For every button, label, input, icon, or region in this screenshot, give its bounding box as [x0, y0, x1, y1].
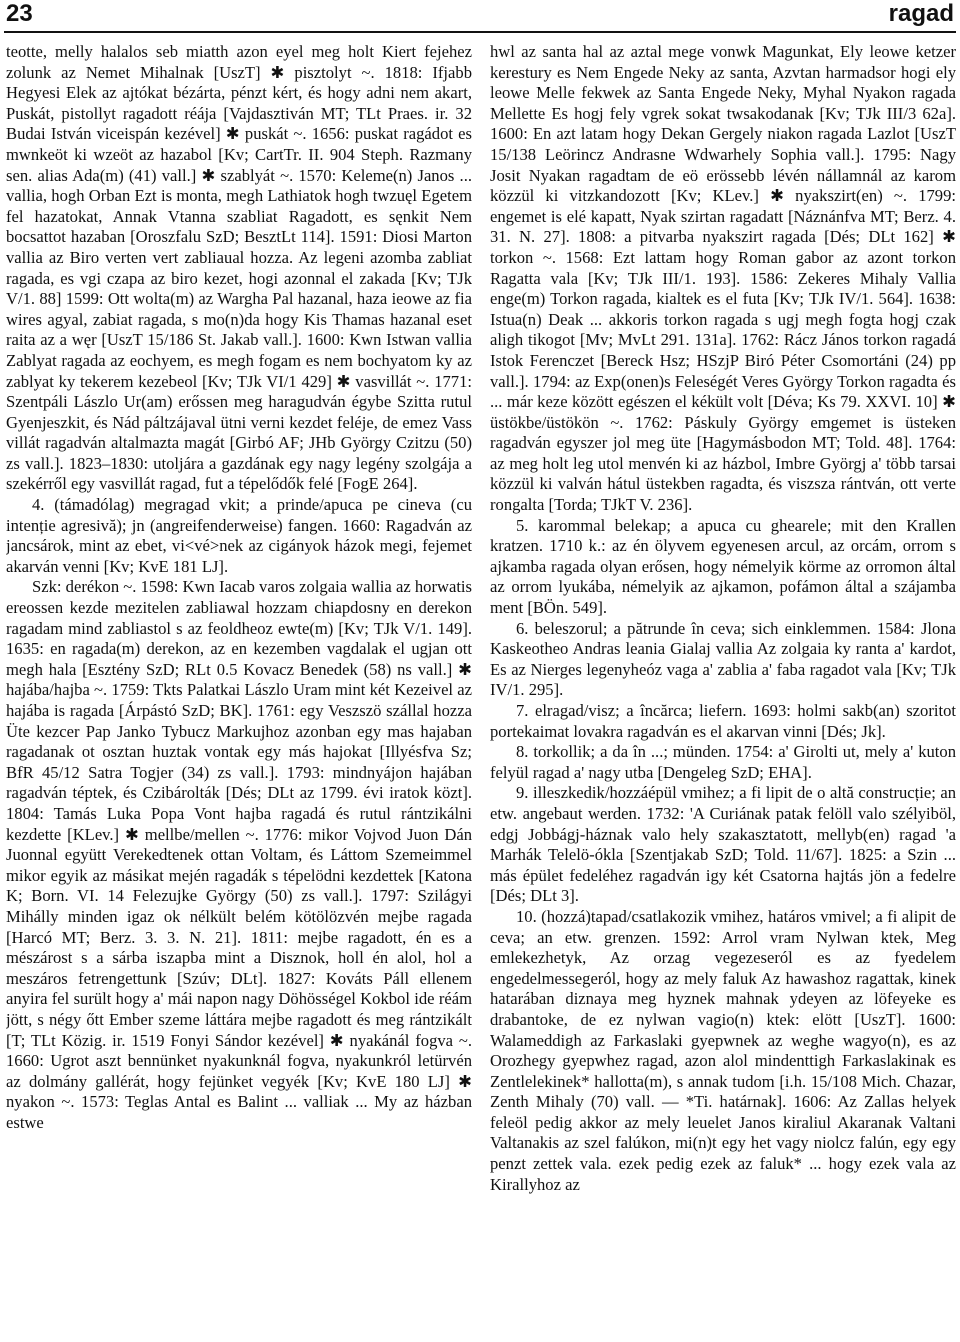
left-column — [6, 42, 472, 1338]
page-header — [0, 0, 960, 34]
header-rule — [4, 31, 956, 33]
right-column — [490, 42, 956, 1338]
right-paragraph-6: 9. illeszkedik/hozzáépül vmihez; a fi lipit de o altă construcție; an etw. angebaut werden. 1732: 'A Curiának patak felöll valo szélyiböl, edgj Jobbágj-háznak valo hely szakasztatott, mellyb(en) ragad 'a Marhák Telelö-ókla [Szentjakab SzD; Told. 11/67]. 1825: a Szin ... más épület fedeléhez ragadván igy két Csatorna hajtás jön a fedelre [Dés; DLt 3]. — [490, 783, 956, 906]
page-number: 23 — [6, 0, 33, 27]
right-paragraph-2: 5. karommal belekap; a apuca cu ghearele; mit den Krallen kratzen. 1710 k.: az én ölyvem egyenesen arcul, az orcám, orrom s ajkamba ragada olyan erősen, hogy némelyik körme az orromon által az orrom lyukába, némelyik az ajkamon, pofámon által a szájamba ment [BÖn. 549]. — [490, 515, 956, 618]
right-paragraph-3: 6. beleszorul; a pătrunde în ceva; sich einklemmen. 1584: Jlona Kaskeotheo Andras leania Gialaj vallia Az zolgaia ky ranta a' kardot, Es az Nierges legenyheóz vaga a' zablia a' faba ragadot vala [Kv; TJk IV/1. 295]. — [490, 618, 956, 700]
left-paragraph-2: 4. (támadólag) megragad vkit; a prinde/apuca pe cineva (cu intenție agresivă); jn (angreifenderweise) fangen. 1660: Ragadván az jancsárok, mint az ebet, vi<vé>nek az cigányok házok megi, fejemet akarván venni [Kv; KvE 181 LJ]. — [6, 495, 472, 576]
running-head-word: ragad — [888, 0, 954, 27]
left-paragraph-1: teotte, melly halalos seb miatth azon eyel meg holt Kiert fejehez zolunk az Nemet Mihalnak [UszT] ✱ pisztolyt ~. 1818: Ifjabb Hegyesi Elek az ajtókat bézárta, pénzt kért, és hogy adni nem akart, Puskát, pistollyt ragadott réája [Vajdasztiván MT; TLt Praes. ir. 32 Budai István viceispán kezével] ✱ puskát ~. 1656: puskat ragádot es mwnkeöt ki wzeöt az hazabol [Kv; CartTr. II. 904 Steph. Razmany sen. alias Ada(m) (41) vall.] ✱ szablyát ~. 1570: Keleme(n) Janos ... vallia, hogh Orban Ezt is monta, megh Lathiatok hogh twzuęl Egetem fel hazatokat, Annak Vtanna szabliat Ragadott, es sęnkit Nem bocsattot hazaban [Oroszfalu SzD; BesztLt 114]. 1591: Diosi Marton vallia az Biro verten vert zabliaual hozza. Az legeni azomba zabliat ragada, es vgi czapa az biro kezet, hogi azonnal el zakada [Kv; TJk V/1. 88] 1599: Ott wolta(m) az Wargha Pal hazanal, haza ieowe az fia wires agyal, zabiat ragada, s mo(n)da hogy Kis Thamas hazanal eset raita az a węr [UszT 15/186 St. Jakab vall.]. 1600: Kwn Istwan vallia Zablyat ragada az eochyem, es megh fogam es nem bochyatom ky az zablyat ky tekerem kezebeol [Kv; TJk VI/1 429] ✱ vasvillát ~. 1771: Szentpáli Lászlo Ur(am) erőssen meg haragudván égybe Szitta rutul Gyenjeszkit, és Nád páltzájaval ütni verni kezdet feléje, de emez Vass villát ragadván altalmazta magát [Girbó AF; JHb György Czitzu (50) zs vall.]. 1823–1830: utoljára a gazdának egy nagy legény szolgája a szekérről egy vasvillát ragad, fut a tépelődők felé [FogE 264]. — [6, 42, 472, 494]
right-paragraph-4: 7. elragad/visz; a încărca; liefern. 1693: holmi sakb(an) szoritot portekaimat lovakra ragadván es el akarvan vinni [Dés; Jk]. — [490, 701, 956, 741]
right-paragraph-5: 8. torkollik; a da în ...; münden. 1754: a' Girolti ut, mely a' kuton felyül ragad a' nagy utba [Dengeleg SzD; EHA]. — [490, 742, 956, 782]
left-paragraph-3: Szk: derékon ~. 1598: Kwn Iacab varos zolgaia wallia az horwatis ereossen kezde mezitelen zabliawal hozzam chiapdosny en derekon ragadam mind zabliastol s az feoldheoz ewte(m) [Kv; TJk V/1. 149]. 1635: en ragada(m) derekon, az en kezemben vagdalak el ugjan ott megh hala [Esztény SzD; RLt 0.5 Kovacz Benedek (58) ns vall.] ✱ hajába/hajba ~. 1759: Tkts Palatkai Lászlo Uram mint két Kezeivel az hajába is ragada [Árpástó SzD; BK]. 1761: egy Veszszö szállal hozza Üte kezcer Pap Janko Tybucz Markujhoz azonban egy mas hajaban ragadanak ot osztan huztak vontak egy más hajokat [Illyésfva Sz; BfR 45/12 Satra Togjer (34) zs vall.]. 1793: mindnyájon hajában ragadván téptek, és Czibárolták [Dés; DLt az 1799. évi iratok közt]. 1804: Tamás Luka Popa Vont hajba ragadá és rutul rántzikálni kezdette [KLev.] ✱ mellbe/mellen ~. 1776: mikor Vojvod Juon Dán Juonnal együtt Verekedtenek ottan Voltam, és Láttom Szemeimmel mikor egyik az másikat mején ragadák s tépelödni kezdettek [Katona K; Born. VI. 14 Felezujke György (50) zs vall.]. 1797: Szilágyi Mihálly minden igaz ok nélkült belém kötölözvén mejbe ragada [Harcó MT; Berz. 3. 3. N. 21]. 1811: mejbe ragadott, én es a mészárost s a sárba iszapba mint a Disznok, holl én alol, hol a meszáros fetrengettunk [Szúv; DLt]. 1827: Kováts Páll ellenem anyira fel surült hogy a' mái napon nagy Döhösségel Kokbol ide réám jött, s négy őtt Ember szeme láttára mejbe ragadott és meg rántzikált [T; TLt Közig. ir. 1519 Fonyi Sándor kezével] ✱ nyakánál fogva ~. 1660: Ugrot aszt bennünket nyakunknál fogva, nyakunkról letürvén az dolmány gallérát, hogy fejünket vegyék [Kv; KvE 180 LJ] ✱ nyakon ~. 1573: Teglas Antal es Balint ... valliak ... My az házban estwe — [6, 577, 472, 1132]
right-paragraph-1: hwl az santa hal az aztal mege vonwk Magunkat, Ely leowe ketzer kerestury es Nem Engede Neky az santa, Azvtan harmadsor hogi ely leowe Melle fekwek az Santa Engede Neky, Myhal Nyakon ragada Mellette Es hogj fely vgrek sokat twsakodanak [Kv; TJk III/3 62a]. 1600: En azt latam hogy Dekan Gergely niakon ragada Lazlot [UszT 15/138 Leörincz Andrasne Wdwarhely Sophia vall.]. 1795: Nagy Josit Nyakan ragadtam de eö erössebb lévén nállamnál az karom közzül ki vitzkandozott [Kv; KLev.] ✱ nyakszirt(en) ~. 1799: engemet is elé kapatt, Nyak szirtan ragadatt [Náznánfva MT; Berz. 4. 31. N. 27]. 1808: a pitvarba nyakszirt ragada [Dés; DLt 162] ✱ torkon ~. 1568: Ezt lattam hogy Roman gabor az azont torkon Ragatta vala [Kv; TJk III/1. 193]. 1586: Zekeres Mihaly Vallia enge(m) Torkon ragada, kialtek es el futa [Kv; TJk IV/1. 564]. 1638: Istua(n) Deak ... akkoris torkon ragada s ugj megh fogta hogj czak aligh tikogot [Mv; MvLt 291. 131a]. 1762: Rácz János torkon ragadá Istok Ferenczet [Bereck Hsz; HSzjP Biró Péter Csomortáni (24) pp vall.]. 1794: az Exp(onen)s Feleségét Veres György Torkon ragadta és ... már keze között egészen el kékült volt [Déva; Ks 79. XXVI. 10] ✱ üstökbe/üstökön ~. 1762: Páskuly György emgemet is üsteken ragadván egyszer jol meg üte [Hagymásbodon MT; Told. 48]. 1764: az meg holt leg utol menvén ki az házbol, Imbre Györgj a' több tarsai közzül ki valván hátul üstekben ragadta, és viszsza rántván, ott verte rongalta [Torda; TJkT V. 236]. — [490, 42, 956, 515]
right-paragraph-7: 10. (hozzá)tapad/csatlakozik vmihez, határos vmivel; a fi alipit de ceva; an etw. grenzen. 1592: Arrol vram Nylwan ktek, Meg emlekezhetyk, Az orzag vegezeseról es az fyedelem engedelmessegeról, hogy az mely faluk Az hawashoz ragattak, kinek hatarában diznaya meg hyznek mahnak ydeyen az löfeyeke es drabantoke, de ez nylwan vagio(n) ktek: elött [UszT]. 1600: Walameddigh az Farkaslaki gyepwnek az weghe wagyo(n), es az Orozhegy gyepwhez ragad, azon alol mindenttigh Farkaslakinak es Zentlelekinek* hallotta(m), s annak tudom [i.h. 15/108 Mich. Chazar, Zenth Mihaly (70) vall. — *Ti. határnak]. 1606: Az Zallas helyek feleöl pedig akkor az mely leuelet Janos kiraliul Akaranak Valtani Valtanakis az szel falúkon, mi(n)t egy het vagy niolcz falún, egy egy penzt zettek vala. ezek pedig ezek az faluk* ... hogy ezek vala az Kirallyhoz az — [490, 906, 956, 1194]
